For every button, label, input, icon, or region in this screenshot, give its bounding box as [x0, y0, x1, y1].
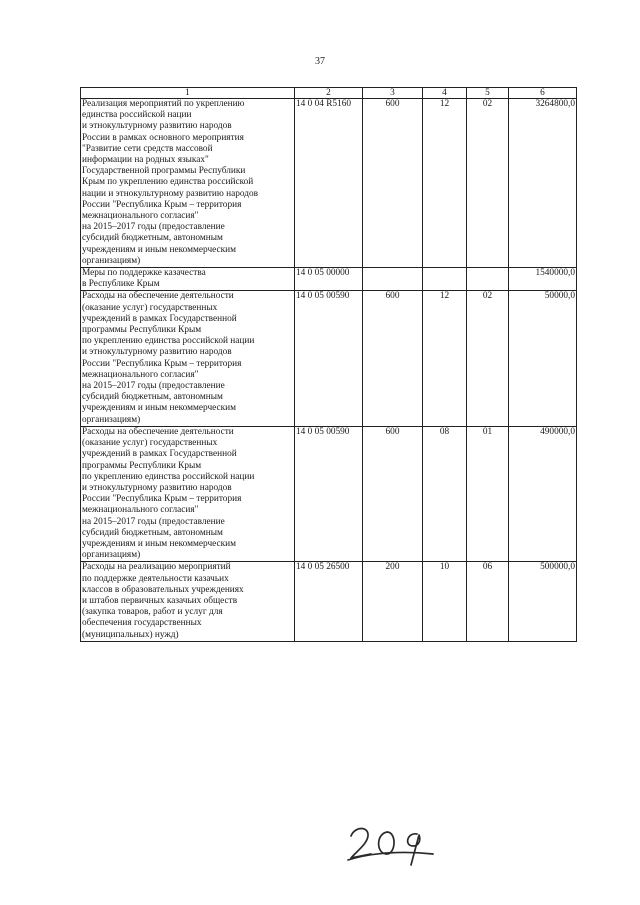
row-col5: 02	[467, 291, 509, 426]
header-col-4: 4	[423, 88, 467, 99]
row-amount: 1540000,0	[509, 268, 577, 291]
row-description: Меры по поддержке казачества в Республике Крым	[81, 268, 295, 291]
header-col-1: 1	[81, 88, 295, 99]
row-code: 14 0 05 26500	[295, 562, 363, 641]
row-col3: 600	[363, 99, 423, 268]
row-code: 14 0 05 00000	[295, 268, 363, 291]
header-col-3: 3	[363, 88, 423, 99]
row-col3: 200	[363, 562, 423, 641]
row-code: 14 0 05 00590	[295, 291, 363, 426]
table-row	[81, 291, 577, 426]
table-row	[81, 99, 577, 268]
page-number: 37	[315, 56, 325, 67]
row-col3	[363, 268, 423, 291]
row-col5: 02	[467, 99, 509, 268]
header-col-2: 2	[295, 88, 363, 99]
row-description: Расходы на обеспечение деятельности (оказание услуг) государственных учреждений в рамках Государственной программы Республики Крым по укреплению единства российской нации и этнокультурному развитию народов России "Республика Крым – территория межнационального согласия" на 2015–2017 годы (предоставление субсидий бюджетным, автономным учреждениям и иным некоммерческим организациям)	[81, 426, 295, 561]
budget-table	[80, 87, 577, 642]
handwritten-numerals-icon	[345, 818, 440, 868]
row-col4: 08	[423, 426, 467, 561]
header-col-5: 5	[467, 88, 509, 99]
row-code: 14 0 04 R5160	[295, 99, 363, 268]
row-col3: 600	[363, 426, 423, 561]
table-row	[81, 562, 577, 641]
row-col4: 12	[423, 99, 467, 268]
row-amount: 50000,0	[509, 291, 577, 426]
row-code: 14 0 05 00590	[295, 426, 363, 561]
row-amount: 490000,0	[509, 426, 577, 561]
row-col4	[423, 268, 467, 291]
table-row	[81, 426, 577, 561]
row-col3: 600	[363, 291, 423, 426]
row-amount: 3264800,0	[509, 99, 577, 268]
header-col-6: 6	[509, 88, 577, 99]
row-description: Расходы на обеспечение деятельности (оказание услуг) государственных учреждений в рамках Государственной программы Республики Крым по укреплению единства российской нации и этнокультурному развитию народов России "Республика Крым – территория межнационального согласия" на 2015–2017 годы (предоставление субсидий бюджетным, автономным учреждениям и иным некоммерческим организациям)	[81, 291, 295, 426]
row-col5	[467, 268, 509, 291]
row-col4: 10	[423, 562, 467, 641]
row-description: Реализация мероприятий по укреплению единства российской нации и этнокультурному развитию народов России в рамках основного мероприятия "Развитие сети средств массовой информации на родных языках" Государственной программы Республики Крым по укреплению единства российской нации и этнокультурному развитию народов России "Республика Крым – территория межнационального согласия" на 2015–2017 годы (предоставление субсидий бюджетным, автономным учреждениям и иным некоммерческим организациям)	[81, 99, 295, 268]
row-col4: 12	[423, 291, 467, 426]
header-row	[81, 88, 577, 99]
row-amount: 500000,0	[509, 562, 577, 641]
row-col5: 01	[467, 426, 509, 561]
table-row	[81, 268, 577, 291]
row-col5: 06	[467, 562, 509, 641]
handwritten-page-number	[345, 818, 440, 868]
row-description: Расходы на реализацию мероприятий по поддержке деятельности казачьих классов в образовательных учреждениях и штабов первичных казачьих обществ (закупка товаров, работ и услуг для обеспечения государственных (муниципальных) нужд)	[81, 562, 295, 641]
